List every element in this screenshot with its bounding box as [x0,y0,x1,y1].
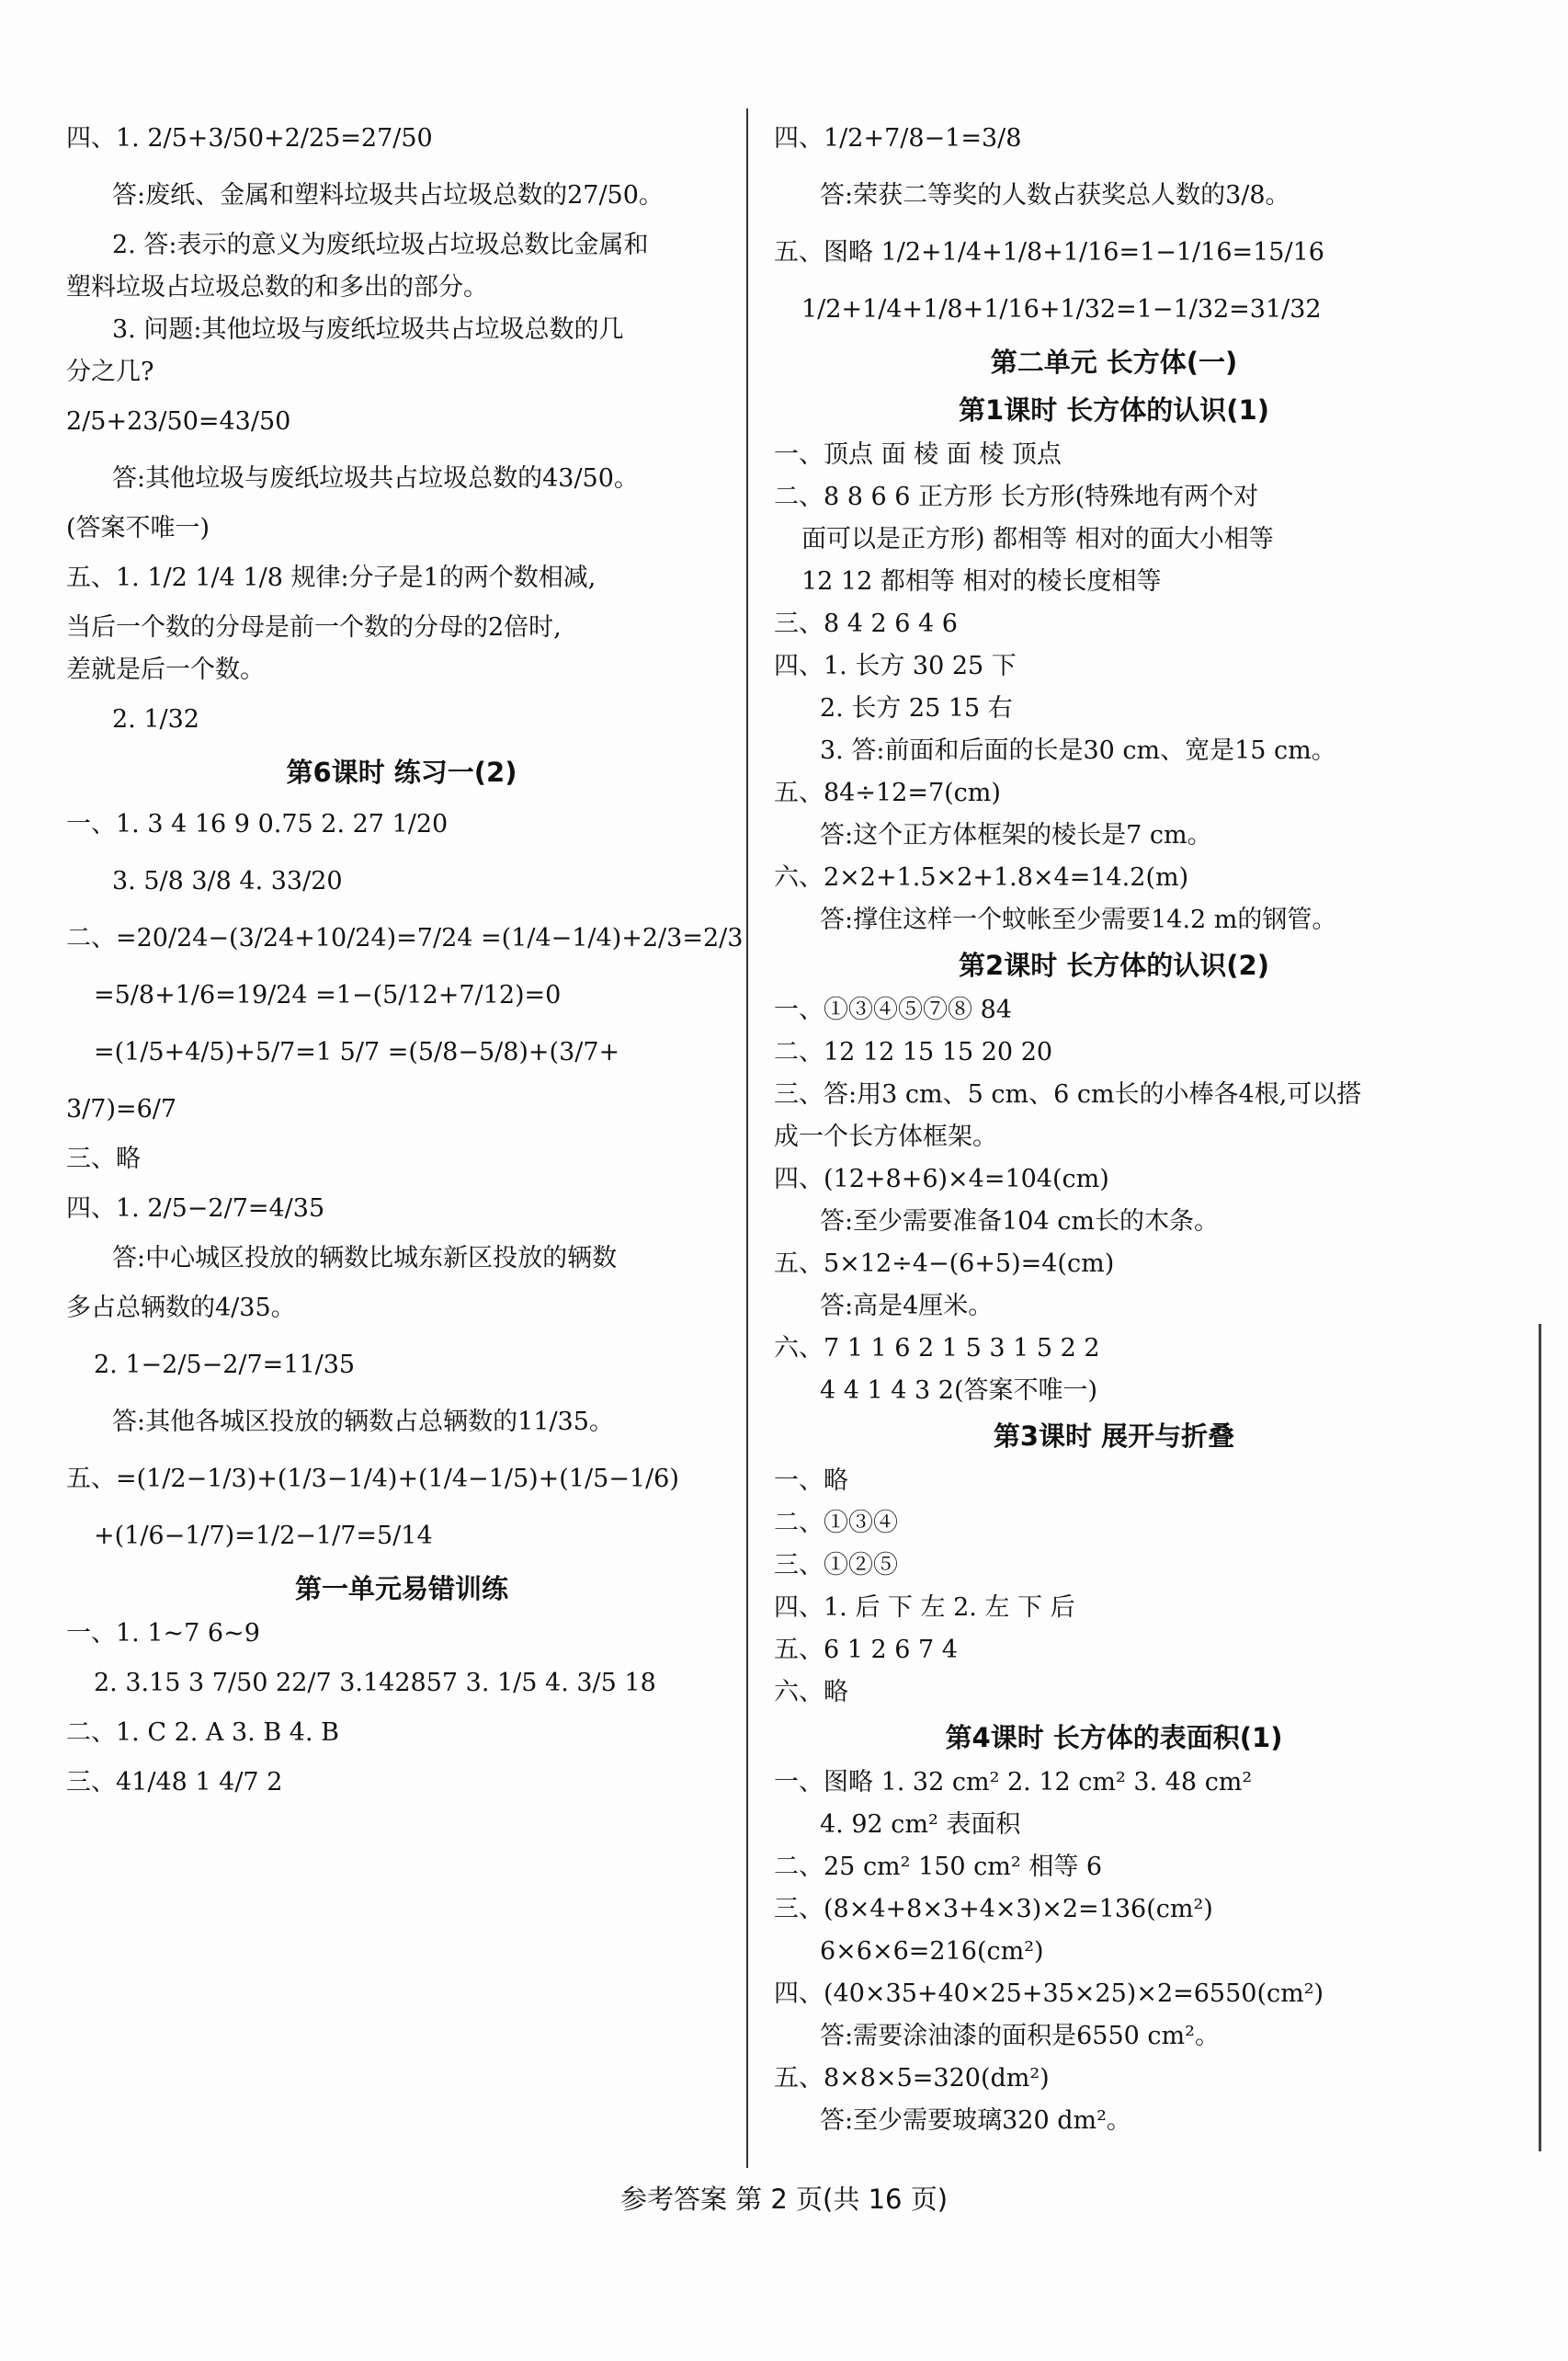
l6-row1b: 3. 5/8 3/8 4. 33/20 [112,867,343,895]
l4-row3a: 三、(8×4+8×3+4×3)×2=136(cm²) [774,1895,1213,1923]
u1-row2: 二、1. C 2. A 3. B 4. B [66,1718,339,1747]
l6-row4-q1-ans-a: 答:中心城区投放的辆数比城东新区投放的辆数 [112,1244,618,1272]
l6-row4-q2: 2. 1−2/5−2/7=11/35 [94,1351,356,1379]
l6-row2a: 二、=20/24−(3/24+10/24)=7/24 =(1/4−1/4)+2/3=2/3 [66,924,744,952]
l3-row5: 五、6 1 2 6 7 4 [774,1636,958,1664]
top-row5b: 1/2+1/4+1/8+1/16+1/32=1−1/32=31/32 [801,295,1322,324]
l4-row1b: 4. 92 cm² 表面积 [820,1810,1021,1839]
l1-row2c: 12 12 都相等 相对的棱长度相等 [801,567,1162,596]
column-divider [746,108,748,2168]
s4-q3-note: (答案不唯一) [66,514,210,542]
l4-row4-answer: 答:需要涂油漆的面积是6550 cm²。 [820,2022,1220,2050]
l2-row6a: 六、7 1 1 6 2 1 5 3 1 5 2 2 [774,1334,1100,1363]
right-column [774,110,1454,2142]
l2-row4: 四、(12+8+6)×4=104(cm) [774,1165,1109,1193]
lesson3-title: 第3课时 展开与折叠 [993,1420,1235,1452]
l4-row3b: 6×6×6=216(cm²) [820,1937,1044,1966]
page-footer: 参考答案 第 2 页(共 16 页) [619,2184,949,2215]
l6-row4-q2-ans: 答:其他各城区投放的辆数占总辆数的11/35。 [112,1408,614,1436]
s4-q3-equation: 2/5+23/50=43/50 [66,407,291,436]
l2-row3b: 成一个长方体框架。 [774,1123,997,1151]
l4-row4: 四、(40×35+40×25+35×25)×2=6550(cm²) [774,1979,1324,2008]
s4-q3-line1: 3. 问题:其他垃圾与废纸垃圾共占垃圾总数的几 [112,315,624,344]
u1-row3: 三、41/48 1 4/7 2 [66,1768,283,1796]
l3-row3: 三、①②⑤ [774,1551,898,1580]
l3-row2: 二、①③④ [774,1509,898,1537]
s4-q3-line2: 分之几? [66,358,154,386]
l1-row2b: 面可以是正方形) 都相等 相对的面大小相等 [801,525,1274,553]
l2-row2: 二、12 12 15 15 20 20 [774,1038,1053,1066]
s5-q1-line2: 当后一个数的分母是前一个数的分母的2倍时, [66,613,562,642]
l2-row5-answer: 答:高是4厘米。 [820,1292,994,1320]
s4-q3-answer: 答:其他垃圾与废纸垃圾共占垃圾总数的43/50。 [112,464,639,493]
l1-row2a: 二、8 8 6 6 正方形 长方形(特殊地有两个对 [774,483,1259,511]
l2-row1: 一、①③④⑤⑦⑧ 84 [774,996,1012,1024]
u1-row1a: 一、1. 1~7 6~9 [66,1619,260,1648]
s5-q1-line1: 五、1. 1/2 1/4 1/8 规律:分子是1的两个数相减, [66,564,597,592]
l6-row4-q1: 四、1. 2/5−2/7=4/35 [66,1194,325,1223]
l2-row5: 五、5×12÷4−(6+5)=4(cm) [774,1249,1115,1278]
lesson6-title: 第6课时 练习一(2) [286,757,517,788]
lesson2-title: 第2课时 长方体的认识(2) [959,950,1269,981]
top-row4-answer: 答:荣获二等奖的人数占获奖总人数的3/8。 [820,181,1290,210]
l1-row6: 六、2×2+1.5×2+1.8×4=14.2(m) [774,863,1189,892]
top-row4: 四、1/2+7/8−1=3/8 [774,124,1022,153]
l1-row4-q1: 四、1. 长方 30 25 下 [774,652,1017,680]
l4-row1a: 一、图略 1. 32 cm² 2. 12 cm² 3. 48 cm² [774,1768,1253,1796]
l6-row2c: =(1/5+4/5)+5/7=1 5/7 =(5/8−5/8)+(3/7+ [94,1038,620,1066]
unit2-title: 第二单元 长方体(一) [990,347,1238,378]
l6-row1a: 一、1. 3 4 16 9 0.75 2. 27 1/20 [66,810,449,838]
l4-row2: 二、25 cm² 150 cm² 相等 6 [774,1853,1103,1881]
l1-row3: 三、8 4 2 6 4 6 [774,610,958,638]
l6-row2b: =5/8+1/6=19/24 =1−(5/12+7/12)=0 [94,981,562,1009]
l1-row4-q3: 3. 答:前面和后面的长是30 cm、宽是15 cm。 [820,736,1336,765]
l2-row4-answer: 答:至少需要准备104 cm长的木条。 [820,1207,1219,1236]
l1-row4-q2: 2. 长方 25 15 右 [820,694,1013,723]
l6-row5a: 五、=(1/2−1/3)+(1/3−1/4)+(1/4−1/5)+(1/5−1/6) [66,1465,679,1493]
l3-row1: 一、略 [774,1466,848,1495]
l1-row1: 一、顶点 面 棱 面 棱 顶点 [774,440,1062,469]
l6-row2d: 3/7)=6/7 [66,1095,177,1123]
lesson4-title: 第4课时 长方体的表面积(1) [945,1722,1283,1753]
l3-row6: 六、略 [774,1678,848,1706]
l4-row5: 五、8×8×5=320(dm²) [774,2064,1050,2093]
lesson1-title: 第1课时 长方体的认识(1) [959,394,1269,426]
s4-q2-line2: 塑料垃圾占垃圾总数的和多出的部分。 [66,273,488,302]
l6-row3: 三、略 [66,1145,141,1173]
s5-q2: 2. 1/32 [112,705,199,734]
top-row5a: 五、图略 1/2+1/4+1/8+1/16=1−1/16=15/16 [774,238,1324,267]
l3-row4: 四、1. 后 下 左 2. 左 下 后 [774,1593,1075,1622]
l1-row6-answer: 答:撑住这样一个蚊帐至少需要14.2 m的钢管。 [820,906,1337,934]
s4-q2-line1: 2. 答:表示的意义为废纸垃圾占垃圾总数比金属和 [112,231,649,259]
l6-row5b: +(1/6−1/7)=1/2−1/7=5/14 [94,1522,433,1550]
l1-row5-answer: 答:这个正方体框架的棱长是7 cm。 [820,821,1212,850]
l1-row5: 五、84÷12=7(cm) [774,779,1001,807]
page-edge-line [1539,1324,1541,2151]
l2-row6b: 4 4 1 4 3 2(答案不唯一) [820,1376,1098,1405]
l2-row3a: 三、答:用3 cm、5 cm、6 cm长的小棒各4根,可以搭 [774,1080,1362,1109]
left-column [66,110,744,1811]
l6-row4-q1-ans-b: 多占总辆数的4/35。 [66,1294,296,1322]
s4-q1-answer: 答:废纸、金属和塑料垃圾共占垃圾总数的27/50。 [112,181,664,210]
unit1-error-title: 第一单元易错训练 [294,1573,508,1604]
s5-q1-line3: 差就是后一个数。 [66,656,265,684]
l4-row5-answer: 答:至少需要玻璃320 dm²。 [820,2106,1131,2135]
s4-q1-equation: 四、1. 2/5+3/50+2/25=27/50 [66,124,433,153]
u1-row1b: 2. 3.15 3 7/50 22/7 3.142857 3. 1/5 4. 3/5 18 [94,1669,656,1697]
